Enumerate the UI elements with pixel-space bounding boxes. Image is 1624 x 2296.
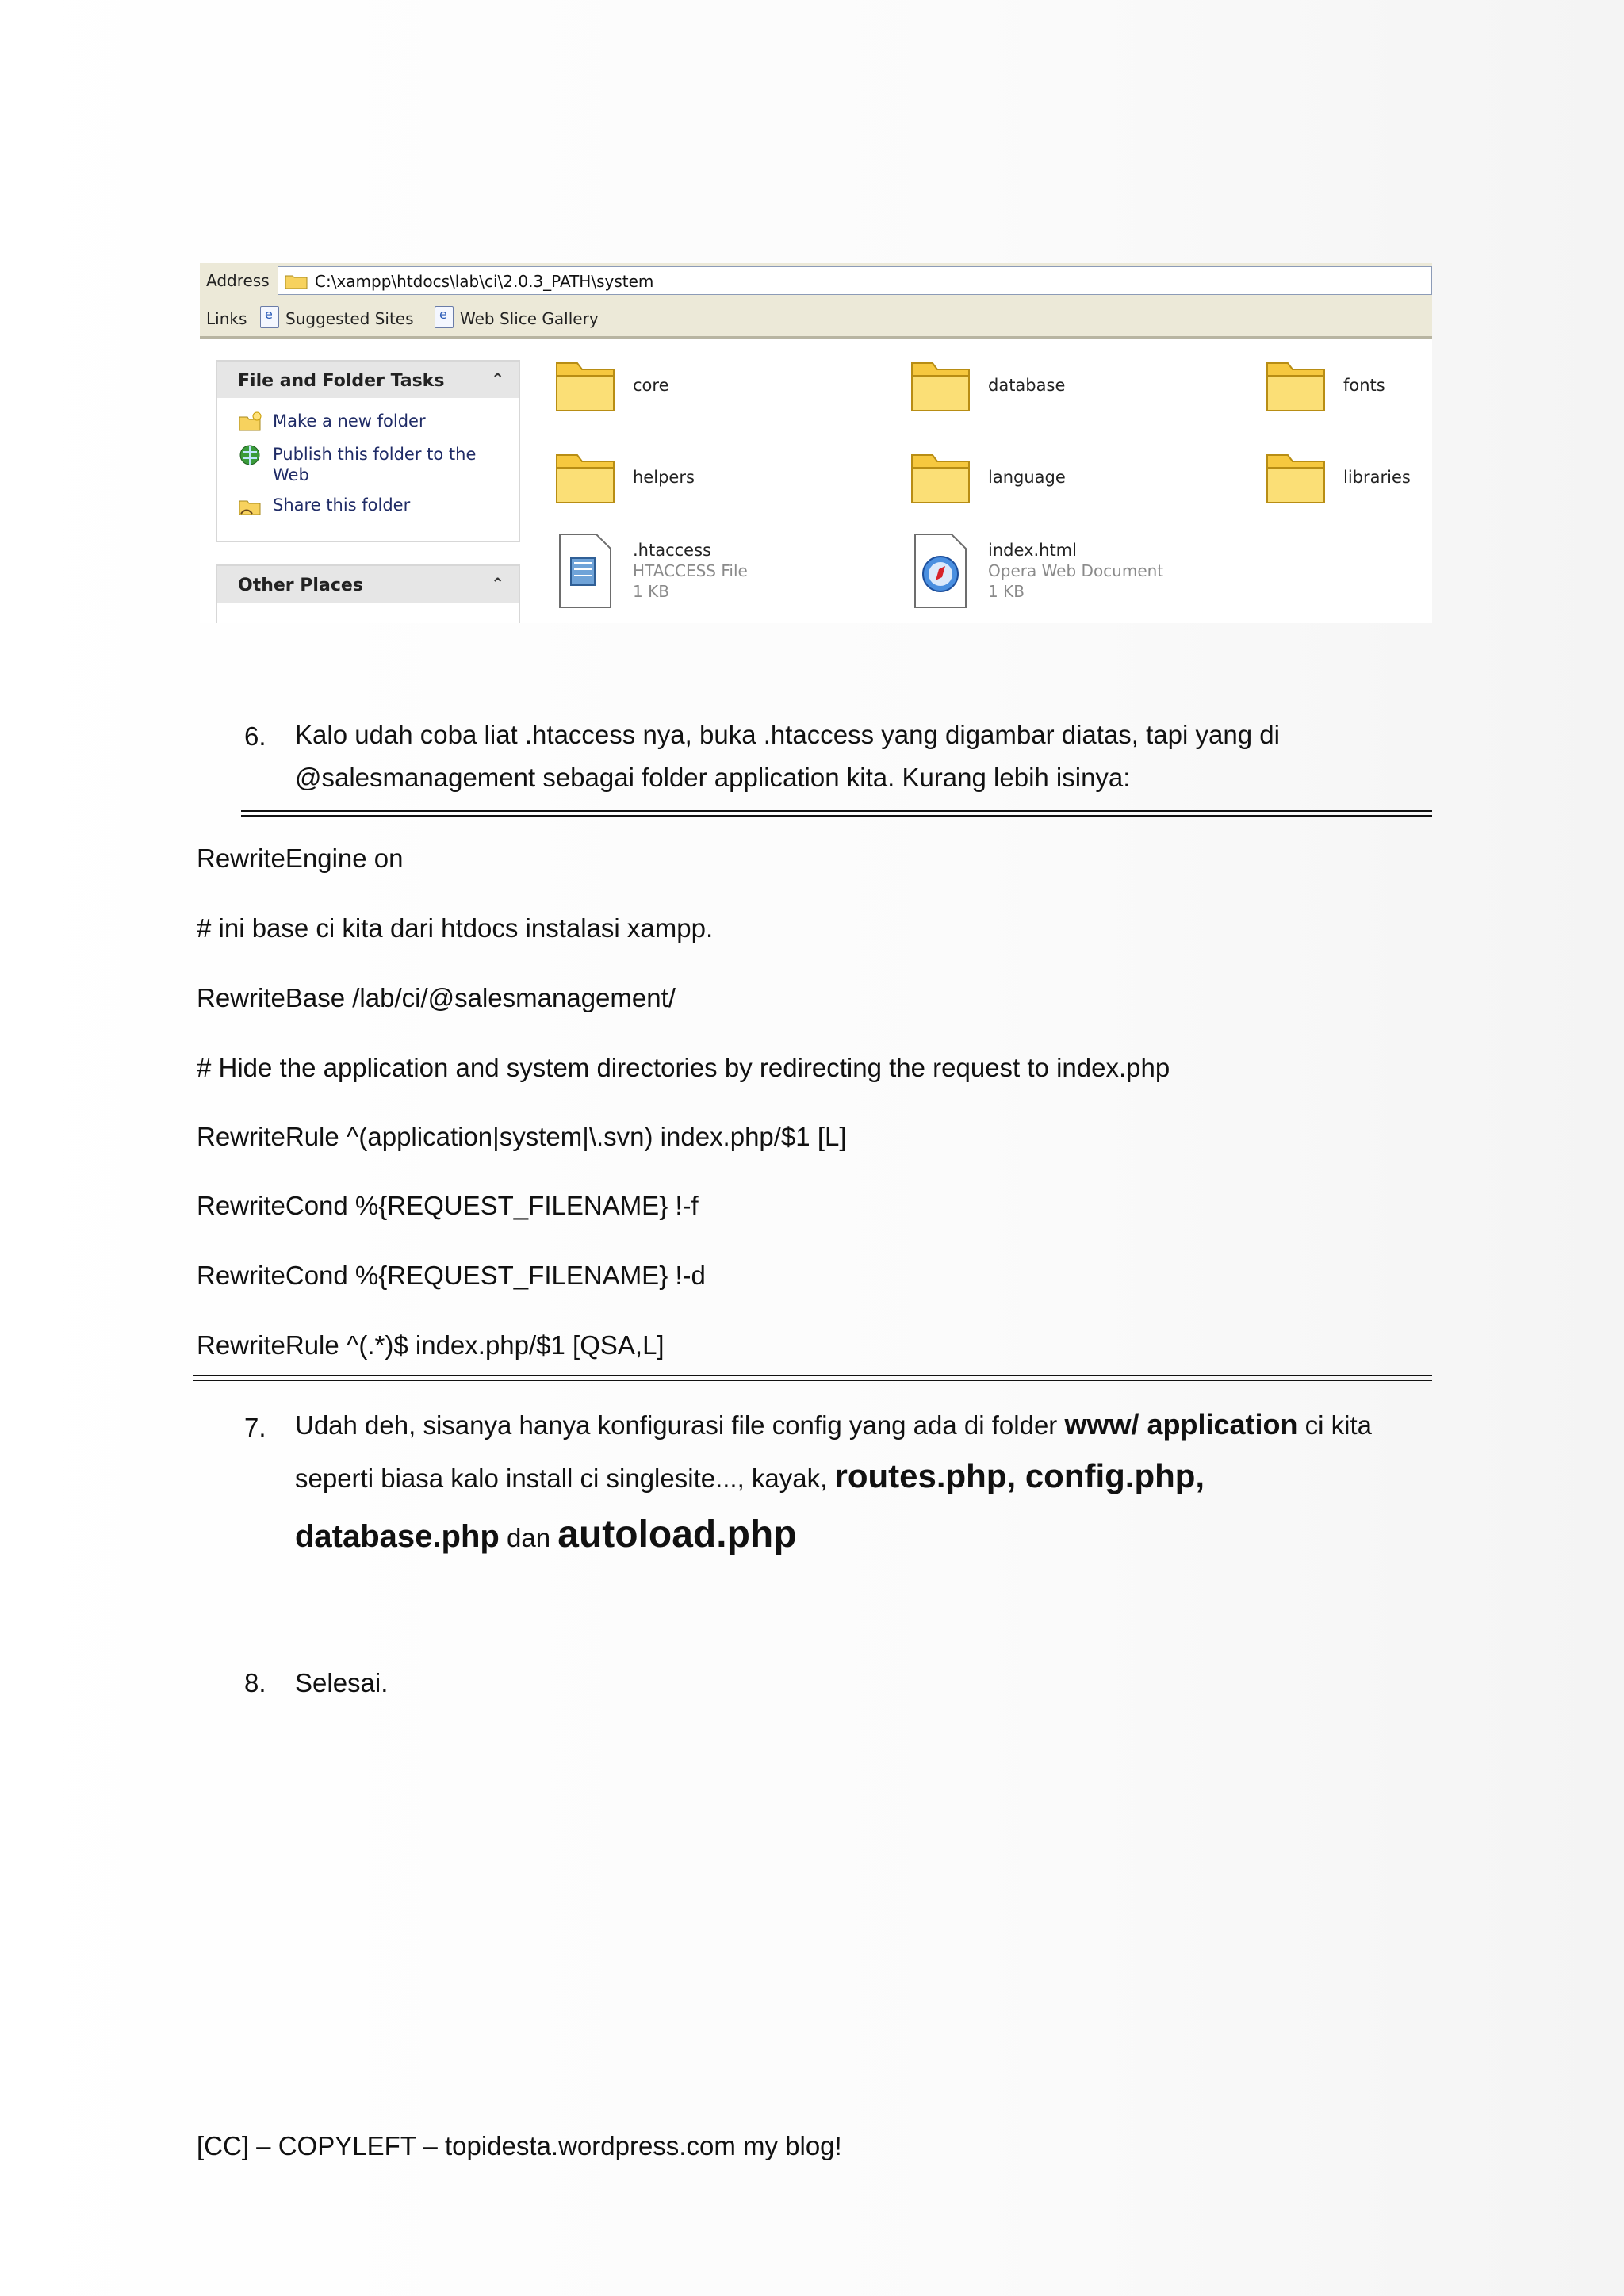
- file-size: 1 KB: [633, 582, 669, 601]
- double-rule: [193, 1375, 1432, 1376]
- explorer-screenshot: [200, 263, 1432, 623]
- folder-icon: [909, 352, 972, 415]
- step7-line2: [295, 1457, 1445, 1495]
- text: seperti biasa kalo install ci singlesite..., kayak,: [295, 1464, 835, 1493]
- step6-text: [295, 714, 1445, 799]
- code-line: # Hide the application and system directories by redirecting the request to index.php: [197, 1053, 1170, 1082]
- panel-header[interactable]: [217, 566, 519, 603]
- web-page-icon: [260, 306, 279, 328]
- footer-text: [CC] – COPYLEFT – topidesta.wordpress.com my blog!: [197, 2131, 842, 2160]
- code-line: # ini base ci kita dari htdocs instalasi xampp.: [197, 913, 714, 943]
- code-line: RewriteCond %{REQUEST_FILENAME} !-f: [197, 1191, 699, 1220]
- step6-line1: Kalo udah coba liat .htaccess nya, buka .htaccess yang digambar diatas, tapi yang di: [295, 720, 1280, 749]
- file-name: .htaccess: [633, 541, 711, 560]
- address-path: C:\xampp\htdocs\lab\ci\2.0.3_PATH\system: [315, 272, 654, 291]
- file-folder-tasks-panel: [216, 360, 520, 542]
- file-size: 1 KB: [988, 582, 1025, 601]
- step7-line1: [295, 1408, 1445, 1441]
- share-folder-icon: [238, 495, 262, 517]
- step8-text: Selesai.: [295, 1668, 389, 1697]
- folder-item-core[interactable]: [553, 352, 791, 419]
- folder-icon: [909, 444, 972, 507]
- web-page-icon: [435, 306, 454, 328]
- task-publish-folder[interactable]: Publish this folder to the: [273, 445, 477, 464]
- step7-line3: [295, 1513, 1445, 1556]
- panel-title: File and Folder Tasks: [238, 371, 445, 391]
- file-item-htaccess[interactable]: [553, 531, 791, 618]
- bold-filename: autoload.php: [557, 1513, 797, 1556]
- links-bar: [200, 298, 1432, 339]
- double-rule: [241, 810, 1432, 812]
- folder-item-libraries[interactable]: [1264, 444, 1423, 511]
- step6-line2: @salesmanagement sebagai folder application kita. Kurang lebih isinya:: [295, 763, 1131, 792]
- file-type: Opera Web Document: [988, 561, 1164, 580]
- list-number: 7.: [244, 1413, 266, 1442]
- opera-document-icon: [909, 531, 972, 610]
- folder-name: core: [633, 376, 669, 395]
- bold-path: www/ application: [1064, 1408, 1298, 1441]
- new-folder-icon: [238, 411, 262, 433]
- folder-item-helpers[interactable]: [553, 444, 791, 511]
- folder-item-database[interactable]: [909, 352, 1147, 419]
- folder-icon: [1264, 444, 1327, 507]
- file-type: HTACCESS File: [633, 561, 748, 580]
- other-places-panel: [216, 564, 520, 623]
- text: dan: [499, 1523, 558, 1552]
- code-line: RewriteEngine on: [197, 844, 404, 873]
- document-icon: [553, 531, 617, 610]
- list-number: 6.: [244, 721, 266, 751]
- folder-name: fonts: [1343, 376, 1385, 395]
- text: ci kita: [1297, 1410, 1373, 1440]
- task-make-new-folder[interactable]: Make a new folder: [273, 411, 426, 430]
- file-item-index-html[interactable]: [909, 531, 1242, 618]
- task-share-folder[interactable]: Share this folder: [273, 496, 411, 515]
- links-label: Links: [206, 309, 247, 328]
- folder-name: database: [988, 376, 1066, 395]
- bold-filename: database.php: [295, 1519, 500, 1554]
- text: Udah deh, sisanya hanya konfigurasi file config yang ada di folder: [295, 1410, 1065, 1440]
- panel-header[interactable]: [217, 362, 519, 398]
- code-line: RewriteRule ^(.*)$ index.php/$1 [QSA,L]: [197, 1330, 665, 1360]
- globe-icon: [238, 444, 262, 466]
- link-suggested-sites[interactable]: Suggested Sites: [285, 309, 414, 328]
- address-label: Address: [206, 271, 270, 290]
- code-line: RewriteRule ^(application|system|\.svn) index.php/$1 [L]: [197, 1122, 847, 1151]
- chevron-up-icon[interactable]: ⌃: [491, 574, 504, 593]
- chevron-up-icon[interactable]: ⌃: [491, 369, 504, 388]
- double-rule: [193, 1380, 1432, 1381]
- folder-icon: [553, 352, 617, 415]
- folder-name: libraries: [1343, 468, 1411, 487]
- folder-name: helpers: [633, 468, 695, 487]
- task-publish-folder-web[interactable]: Web: [273, 465, 309, 484]
- folder-icon: [285, 274, 308, 289]
- list-number: 8.: [244, 1668, 266, 1697]
- bold-filenames: routes.php, config.php,: [834, 1457, 1205, 1494]
- folder-item-language[interactable]: [909, 444, 1147, 511]
- code-line: RewriteBase /lab/ci/@salesmanagement/: [197, 983, 676, 1012]
- panel-title: Other Places: [238, 576, 363, 595]
- address-field[interactable]: [278, 266, 1432, 295]
- link-web-slice-gallery[interactable]: Web Slice Gallery: [460, 309, 599, 328]
- double-rule: [241, 815, 1432, 817]
- folder-icon: [553, 444, 617, 507]
- file-name: index.html: [988, 541, 1077, 560]
- folder-icon: [1264, 352, 1327, 415]
- folder-name: language: [988, 468, 1066, 487]
- code-line: RewriteCond %{REQUEST_FILENAME} !-d: [197, 1261, 706, 1290]
- folder-item-fonts[interactable]: [1264, 352, 1423, 419]
- address-bar: [200, 263, 1432, 299]
